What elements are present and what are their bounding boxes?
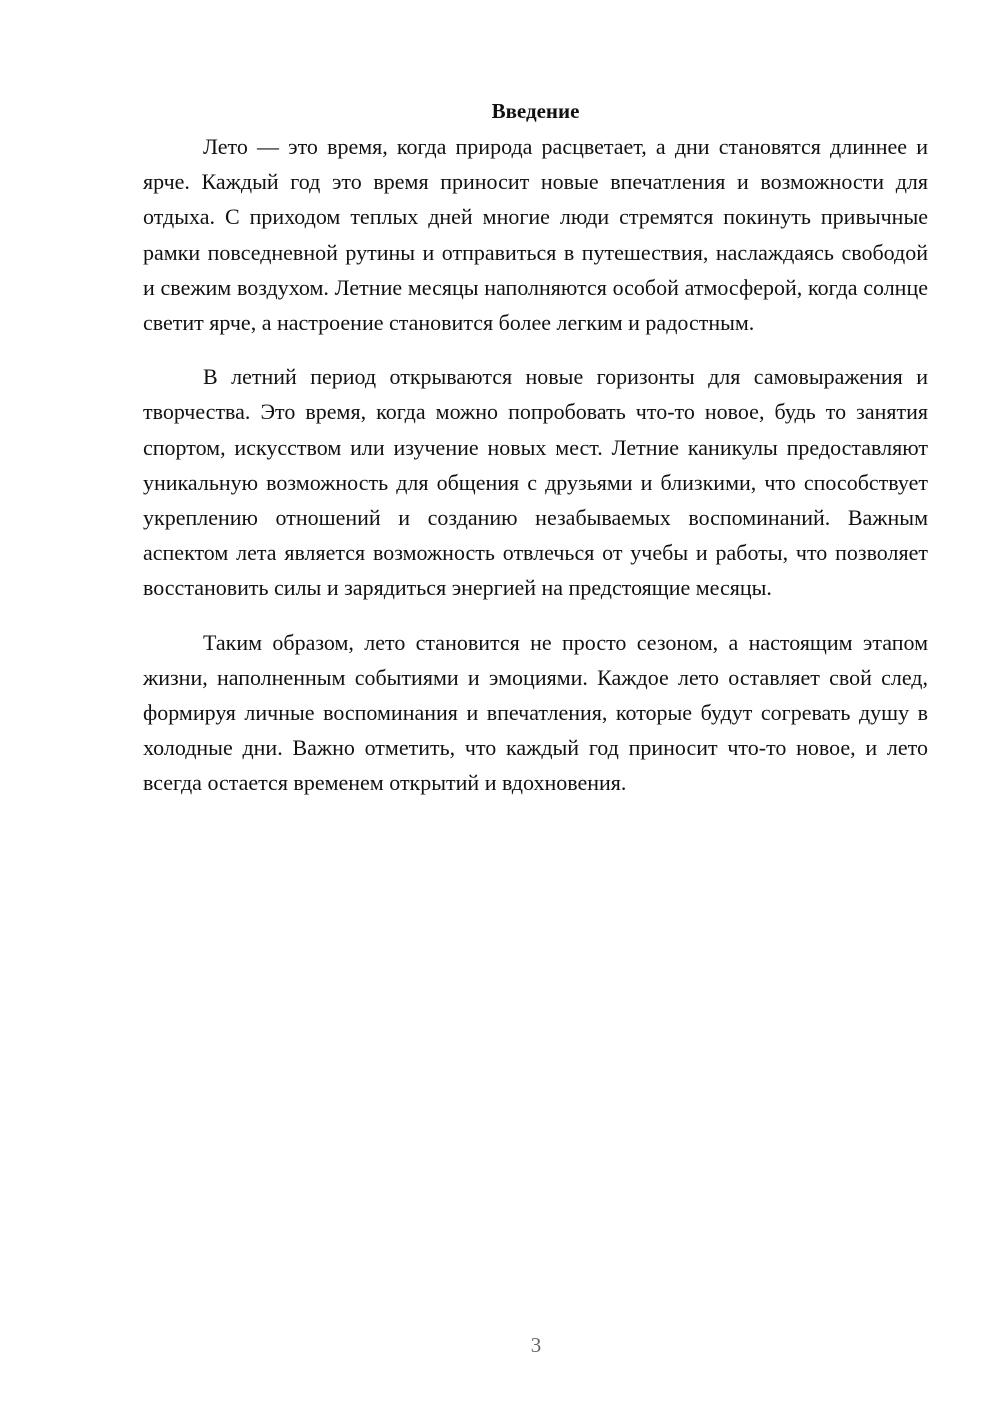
paragraph-3: Таким образом, лето становится не просто сезоном, а настоящим этапом жизни, наполненным событиями и эмоциями. Каждое лето оставляет свой след, формируя личные воспоминания и впечатления, которые будут согревать душу в холодные дни. Важно отметить, что каждый год приносит что-то новое, и лето всегда остается временем открытий и вдохновения. [143,629,928,796]
paragraph-2: В летний период открываются новые горизонты для самовыражения и творчества. Это время, когда можно попробовать что-то новое, будь то занятия спортом, искусством или изучение новых мест. Летние каникулы предоставляют уникальную возможность для общения с друзьями и близкими, что способствует укреплению отношений и созданию незабываемых воспоминаний. Важным аспектом лета является возможность отвлечься от учебы и работы, что позволяет восстановить силы и зарядиться энергией на предстоящие месяцы. [143,364,928,601]
paragraph-1: Лето — это время, когда природа расцветает, а дни становятся длиннее и ярче. Каждый год это время приносит новые впечатления и возможности для отдыха. С приходом теплых дней многие люди стремятся покинуть привычные рамки повседневной рутины и отправиться в путешествия, наслаждаясь свободой и свежим воздухом. Летние месяцы наполняются особой атмосферой, когда солнце светит ярче, а настроение становится более легким и радостным. [143,134,928,336]
page-number: 3 [530,1333,542,1357]
section-title: Введение [491,99,580,123]
page-content [143,94,928,801]
